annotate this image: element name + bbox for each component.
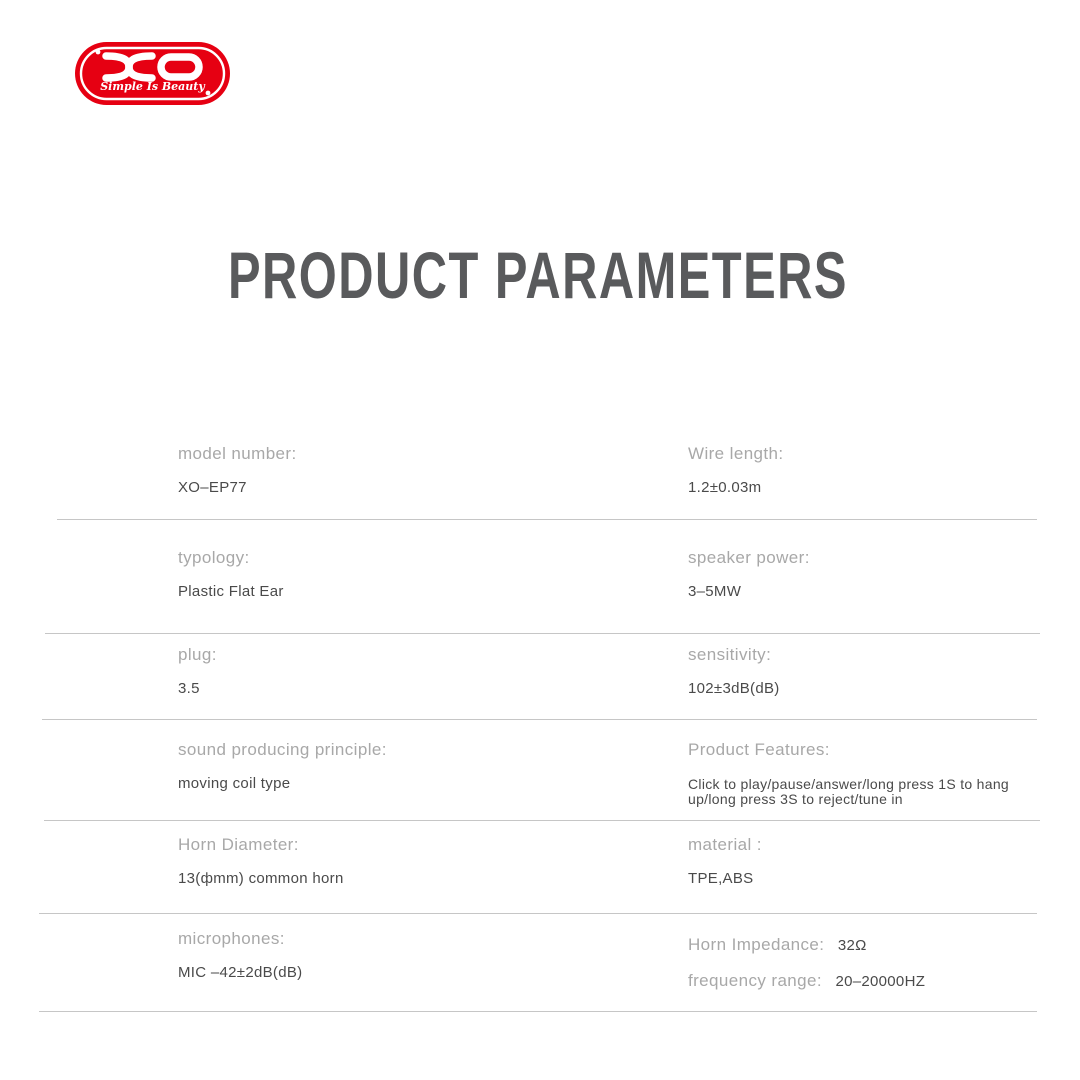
xo-brand-logo — [75, 42, 230, 105]
row-divider — [39, 1011, 1037, 1012]
param-label: Horn Diameter: — [178, 835, 299, 854]
logo-dot-top — [96, 50, 101, 55]
param-label: Product Features: — [688, 740, 830, 759]
param-value: MIC –42±2dB(dB) — [178, 964, 303, 981]
param-value: Click to play/pause/answer/long press 1S to hang up/long press 3S to reject/tune in — [688, 776, 1010, 807]
param-value: Plastic Flat Ear — [178, 583, 284, 600]
param-value: TPE,ABS — [688, 870, 754, 887]
param-sensitivity — [688, 645, 1040, 697]
param-horn-impedance — [688, 935, 1040, 955]
row-divider — [57, 519, 1037, 520]
param-value: 13(фmm) common horn — [178, 870, 344, 887]
logo-tagline: Simple Is Beauty — [100, 80, 205, 93]
param-label: microphones: — [178, 929, 285, 948]
param-wire-length — [688, 444, 1040, 496]
param-label: sensitivity: — [688, 645, 772, 664]
param-label: Horn Impedance: — [688, 935, 825, 954]
param-label: frequency range: — [688, 971, 822, 990]
param-value: 32Ω — [837, 937, 867, 954]
param-horn-diameter — [178, 835, 648, 887]
row-divider — [45, 633, 1040, 634]
param-plug — [178, 645, 648, 697]
param-typology — [178, 548, 648, 600]
param-speaker-power — [688, 548, 1040, 600]
row-divider — [42, 719, 1037, 720]
param-label: model number: — [178, 444, 297, 463]
param-label: Wire length: — [688, 444, 784, 463]
param-value: moving coil type — [178, 775, 291, 792]
param-value: 20–20000HZ — [835, 973, 926, 990]
param-value: 102±3dB(dB) — [688, 680, 780, 697]
param-value: 1.2±0.03m — [688, 479, 762, 496]
param-value: XO–EP77 — [178, 479, 247, 496]
logo-dot-bottom — [206, 91, 211, 96]
param-frequency-range — [688, 971, 1040, 991]
param-microphones — [178, 929, 648, 981]
param-value: 3–5MW — [688, 583, 742, 600]
param-label: plug: — [178, 645, 217, 664]
param-label: sound producing principle: — [178, 740, 387, 759]
param-model-number — [178, 444, 648, 496]
param-impedance-frequency — [688, 935, 1040, 991]
row-divider — [39, 913, 1037, 914]
param-sound-principle — [178, 740, 648, 792]
row-divider — [44, 820, 1040, 821]
param-material — [688, 835, 1040, 887]
param-product-features — [688, 740, 1040, 807]
param-label: speaker power: — [688, 548, 810, 567]
param-label: typology: — [178, 548, 250, 567]
page-title: PRODUCT PARAMETERS — [228, 238, 848, 312]
param-label: material : — [688, 835, 762, 854]
param-value: 3.5 — [178, 680, 200, 697]
